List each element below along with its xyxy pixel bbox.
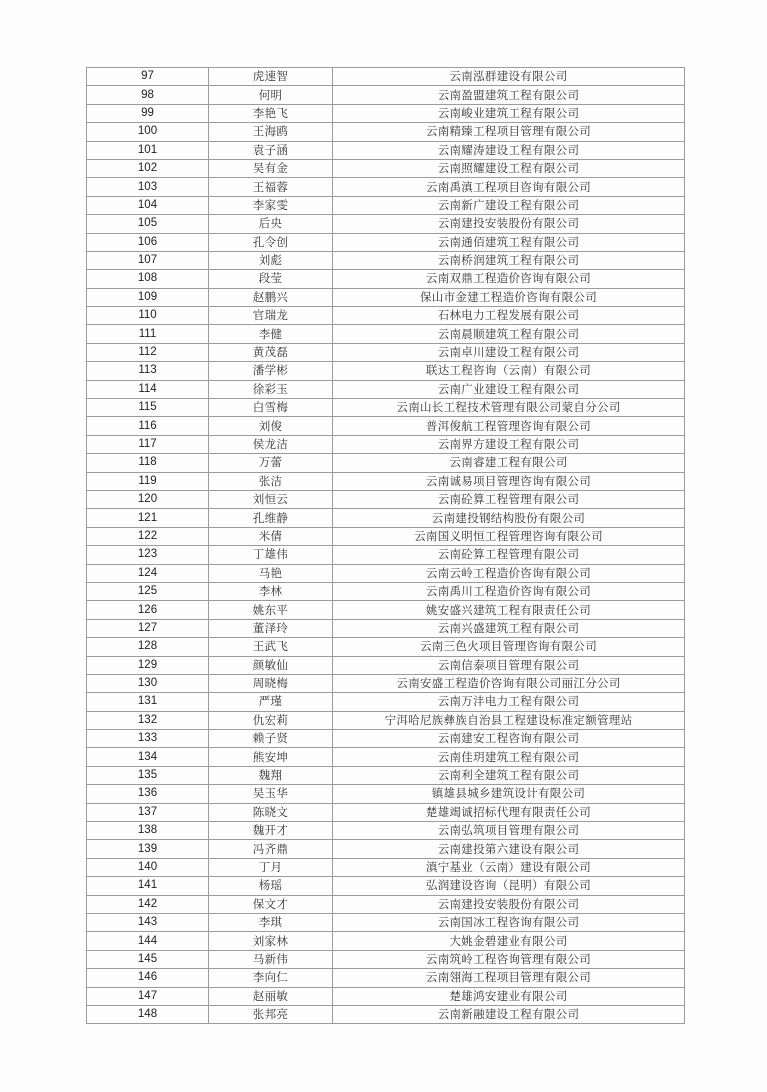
row-number-cell: 106 (87, 233, 209, 251)
organization-cell: 云南建投安装股份有限公司 (333, 215, 685, 233)
row-number-cell: 131 (87, 693, 209, 711)
row-number-cell: 114 (87, 380, 209, 398)
roster-table (86, 67, 685, 1024)
table-row (87, 454, 685, 472)
organization-cell: 云南桥润建筑工程有限公司 (333, 251, 685, 269)
table-row (87, 417, 685, 435)
person-name-cell: 李健 (209, 325, 333, 343)
person-name-cell: 魏开才 (209, 822, 333, 840)
table-row (87, 730, 685, 748)
row-number-cell: 141 (87, 877, 209, 895)
organization-cell: 云南建投安装股份有限公司 (333, 895, 685, 913)
person-name-cell: 严瑾 (209, 693, 333, 711)
person-name-cell: 李艳飞 (209, 104, 333, 122)
organization-cell: 云南砼算工程管理有限公司 (333, 490, 685, 508)
table-row (87, 270, 685, 288)
organization-cell: 云南安盛工程造价咨询有限公司丽江分公司 (333, 674, 685, 692)
person-name-cell: 后央 (209, 215, 333, 233)
person-name-cell: 何明 (209, 86, 333, 104)
row-number-cell: 130 (87, 674, 209, 692)
table-row (87, 307, 685, 325)
person-name-cell: 马艳 (209, 564, 333, 582)
table-row (87, 638, 685, 656)
person-name-cell: 虎速智 (209, 68, 333, 86)
organization-cell: 云南照耀建设工程有限公司 (333, 159, 685, 177)
person-name-cell: 马新伟 (209, 950, 333, 968)
row-number-cell: 111 (87, 325, 209, 343)
row-number-cell: 137 (87, 803, 209, 821)
row-number-cell: 104 (87, 196, 209, 214)
table-row (87, 178, 685, 196)
row-number-cell: 112 (87, 343, 209, 361)
table-row (87, 693, 685, 711)
organization-cell: 云南精臻工程项目管理有限公司 (333, 123, 685, 141)
row-number-cell: 116 (87, 417, 209, 435)
person-name-cell: 董泽玲 (209, 619, 333, 637)
person-name-cell: 魏翔 (209, 766, 333, 784)
organization-cell: 云南诚易项目管理咨询有限公司 (333, 472, 685, 490)
row-number-cell: 109 (87, 288, 209, 306)
table-row (87, 325, 685, 343)
person-name-cell: 保文才 (209, 895, 333, 913)
table-row (87, 711, 685, 729)
person-name-cell: 官瑞龙 (209, 307, 333, 325)
organization-cell: 大姚金碧建业有限公司 (333, 932, 685, 950)
table-row (87, 950, 685, 968)
row-number-cell: 146 (87, 969, 209, 987)
organization-cell: 云南禹滇工程项目咨询有限公司 (333, 178, 685, 196)
person-name-cell: 黄茂磊 (209, 343, 333, 361)
person-name-cell: 孔令创 (209, 233, 333, 251)
person-name-cell: 万蕾 (209, 454, 333, 472)
person-name-cell: 姚东平 (209, 601, 333, 619)
row-number-cell: 107 (87, 251, 209, 269)
table-row (87, 546, 685, 564)
table-row (87, 233, 685, 251)
organization-cell: 云南晨顺建筑工程有限公司 (333, 325, 685, 343)
row-number-cell: 101 (87, 141, 209, 159)
person-name-cell: 王海鸥 (209, 123, 333, 141)
organization-cell: 石林电力工程发展有限公司 (333, 307, 685, 325)
organization-cell: 云南通佰建筑工程有限公司 (333, 233, 685, 251)
organization-cell: 云南云岭工程造价咨询有限公司 (333, 564, 685, 582)
organization-cell: 联达工程咨询（云南）有限公司 (333, 362, 685, 380)
table-row (87, 822, 685, 840)
organization-cell: 云南信泰项目管理有限公司 (333, 656, 685, 674)
organization-cell: 镇雄县城乡建筑设计有限公司 (333, 785, 685, 803)
row-number-cell: 143 (87, 913, 209, 931)
table-row (87, 803, 685, 821)
row-number-cell: 97 (87, 68, 209, 86)
organization-cell: 云南建安工程咨询有限公司 (333, 730, 685, 748)
table-row (87, 490, 685, 508)
organization-cell: 云南双鼎工程造价咨询有限公司 (333, 270, 685, 288)
table-row (87, 895, 685, 913)
organization-cell: 姚安盛兴建筑工程有限责任公司 (333, 601, 685, 619)
table-row (87, 858, 685, 876)
person-name-cell: 赵丽敏 (209, 987, 333, 1005)
person-name-cell: 颜敏仙 (209, 656, 333, 674)
row-number-cell: 124 (87, 564, 209, 582)
person-name-cell: 侯龙洁 (209, 435, 333, 453)
person-name-cell: 王武飞 (209, 638, 333, 656)
row-number-cell: 117 (87, 435, 209, 453)
organization-cell: 云南广业建设工程有限公司 (333, 380, 685, 398)
table-row (87, 619, 685, 637)
person-name-cell: 仇宏莉 (209, 711, 333, 729)
organization-cell: 云南国义明恒工程管理咨询有限公司 (333, 527, 685, 545)
person-name-cell: 赵鹏兴 (209, 288, 333, 306)
organization-cell: 楚雄鸿安建业有限公司 (333, 987, 685, 1005)
row-number-cell: 122 (87, 527, 209, 545)
roster-table-body (87, 68, 685, 1024)
organization-cell: 云南砼算工程管理有限公司 (333, 546, 685, 564)
person-name-cell: 李琪 (209, 913, 333, 931)
table-row (87, 987, 685, 1005)
person-name-cell: 孔维静 (209, 509, 333, 527)
table-row (87, 251, 685, 269)
table-row (87, 1005, 685, 1023)
person-name-cell: 徐彩玉 (209, 380, 333, 398)
organization-cell: 云南建投第六建设有限公司 (333, 840, 685, 858)
row-number-cell: 126 (87, 601, 209, 619)
organization-cell: 云南翎海工程项目管理有限公司 (333, 969, 685, 987)
organization-cell: 云南建投钢结构股份有限公司 (333, 509, 685, 527)
organization-cell: 云南筑岭工程咨询管理有限公司 (333, 950, 685, 968)
row-number-cell: 136 (87, 785, 209, 803)
organization-cell: 弘润建设咨询（昆明）有限公司 (333, 877, 685, 895)
row-number-cell: 138 (87, 822, 209, 840)
row-number-cell: 139 (87, 840, 209, 858)
row-number-cell: 147 (87, 987, 209, 1005)
table-row (87, 840, 685, 858)
organization-cell: 云南盈盟建筑工程有限公司 (333, 86, 685, 104)
organization-cell: 云南睿建工程有限公司 (333, 454, 685, 472)
table-row (87, 656, 685, 674)
row-number-cell: 125 (87, 582, 209, 600)
person-name-cell: 李向仁 (209, 969, 333, 987)
person-name-cell: 冯齐鼎 (209, 840, 333, 858)
organization-cell: 云南国冰工程咨询有限公司 (333, 913, 685, 931)
table-row (87, 509, 685, 527)
organization-cell: 云南佳玥建筑工程有限公司 (333, 748, 685, 766)
table-row (87, 159, 685, 177)
row-number-cell: 128 (87, 638, 209, 656)
table-row (87, 288, 685, 306)
organization-cell: 云南三色火项目管理咨询有限公司 (333, 638, 685, 656)
row-number-cell: 148 (87, 1005, 209, 1023)
row-number-cell: 123 (87, 546, 209, 564)
person-name-cell: 丁月 (209, 858, 333, 876)
table-row (87, 601, 685, 619)
table-row (87, 399, 685, 417)
row-number-cell: 120 (87, 490, 209, 508)
person-name-cell: 李家雯 (209, 196, 333, 214)
table-row (87, 362, 685, 380)
table-row (87, 932, 685, 950)
organization-cell: 云南山长工程技术管理有限公司蒙自分公司 (333, 399, 685, 417)
table-row (87, 68, 685, 86)
row-number-cell: 98 (87, 86, 209, 104)
organization-cell: 云南泓群建设有限公司 (333, 68, 685, 86)
table-row (87, 435, 685, 453)
table-row (87, 564, 685, 582)
organization-cell: 云南耀涛建设工程有限公司 (333, 141, 685, 159)
table-row (87, 141, 685, 159)
person-name-cell: 熊安坤 (209, 748, 333, 766)
table-row (87, 123, 685, 141)
person-name-cell: 刘彪 (209, 251, 333, 269)
row-number-cell: 127 (87, 619, 209, 637)
row-number-cell: 135 (87, 766, 209, 784)
row-number-cell: 115 (87, 399, 209, 417)
table-row (87, 215, 685, 233)
row-number-cell: 145 (87, 950, 209, 968)
row-number-cell: 105 (87, 215, 209, 233)
row-number-cell: 144 (87, 932, 209, 950)
table-row (87, 582, 685, 600)
table-row (87, 104, 685, 122)
person-name-cell: 周晓梅 (209, 674, 333, 692)
table-row (87, 380, 685, 398)
person-name-cell: 吴有金 (209, 159, 333, 177)
organization-cell: 云南新广建设工程有限公司 (333, 196, 685, 214)
row-number-cell: 121 (87, 509, 209, 527)
organization-cell: 云南峻业建筑工程有限公司 (333, 104, 685, 122)
row-number-cell: 100 (87, 123, 209, 141)
organization-cell: 云南禹川工程造价咨询有限公司 (333, 582, 685, 600)
row-number-cell: 133 (87, 730, 209, 748)
person-name-cell: 丁雄伟 (209, 546, 333, 564)
row-number-cell: 129 (87, 656, 209, 674)
organization-cell: 普洱俊航工程管理咨询有限公司 (333, 417, 685, 435)
person-name-cell: 白雪梅 (209, 399, 333, 417)
row-number-cell: 113 (87, 362, 209, 380)
person-name-cell: 张邦亮 (209, 1005, 333, 1023)
organization-cell: 云南兴盛建筑工程有限公司 (333, 619, 685, 637)
table-row (87, 785, 685, 803)
person-name-cell: 赖子贤 (209, 730, 333, 748)
organization-cell: 云南利全建筑工程有限公司 (333, 766, 685, 784)
person-name-cell: 刘俊 (209, 417, 333, 435)
row-number-cell: 108 (87, 270, 209, 288)
row-number-cell: 118 (87, 454, 209, 472)
table-row (87, 969, 685, 987)
person-name-cell: 米倩 (209, 527, 333, 545)
organization-cell: 云南万沣电力工程有限公司 (333, 693, 685, 711)
organization-cell: 云南弘筑项目管理有限公司 (333, 822, 685, 840)
table-row (87, 343, 685, 361)
table-row (87, 674, 685, 692)
person-name-cell: 刘恒云 (209, 490, 333, 508)
table-row (87, 913, 685, 931)
table-row (87, 472, 685, 490)
row-number-cell: 119 (87, 472, 209, 490)
person-name-cell: 张洁 (209, 472, 333, 490)
person-name-cell: 吴玉华 (209, 785, 333, 803)
organization-cell: 云南卓川建设工程有限公司 (333, 343, 685, 361)
person-name-cell: 段莹 (209, 270, 333, 288)
person-name-cell: 袁子涵 (209, 141, 333, 159)
organization-cell: 楚雄竭诚招标代理有限责任公司 (333, 803, 685, 821)
table-row (87, 527, 685, 545)
person-name-cell: 潘学彬 (209, 362, 333, 380)
row-number-cell: 99 (87, 104, 209, 122)
person-name-cell: 杨瑶 (209, 877, 333, 895)
table-row (87, 748, 685, 766)
person-name-cell: 王福蓉 (209, 178, 333, 196)
row-number-cell: 142 (87, 895, 209, 913)
row-number-cell: 132 (87, 711, 209, 729)
organization-cell: 保山市金建工程造价咨询有限公司 (333, 288, 685, 306)
organization-cell: 云南新融建设工程有限公司 (333, 1005, 685, 1023)
organization-cell: 云南界方建设工程有限公司 (333, 435, 685, 453)
organization-cell: 宁洱哈尼族彝族自治县工程建设标准定额管理站 (333, 711, 685, 729)
table-row (87, 766, 685, 784)
person-name-cell: 陈晓文 (209, 803, 333, 821)
row-number-cell: 134 (87, 748, 209, 766)
row-number-cell: 140 (87, 858, 209, 876)
row-number-cell: 102 (87, 159, 209, 177)
person-name-cell: 刘家林 (209, 932, 333, 950)
row-number-cell: 110 (87, 307, 209, 325)
table-row (87, 196, 685, 214)
organization-cell: 滇宁基业（云南）建设有限公司 (333, 858, 685, 876)
table-row (87, 877, 685, 895)
table-row (87, 86, 685, 104)
person-name-cell: 李林 (209, 582, 333, 600)
row-number-cell: 103 (87, 178, 209, 196)
